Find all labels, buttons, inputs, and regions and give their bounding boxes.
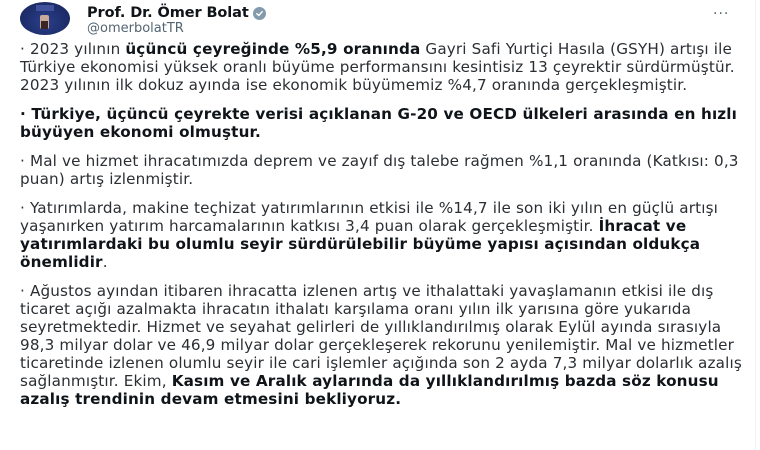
body-text: Gayri Safi Yurtiçi Hasıla (GSYH) artışı ile Türkiye ekonomisi yüksek oranlı büyüme performansını kesintisiz 13 çeyrektir sürdürmüştür. 2023 yılının ilk dokuz ayında ise ekonomik büyümemiz %4,7 oranında gerçekleşmiştir.	[20, 40, 735, 94]
emphasized-text: Kasım ve Aralık aylarında da yıllıklandırılmış bazda söz konusu azalış trendinin devam etmesini bekliyoruz.	[20, 372, 719, 408]
author-name-row	[87, 5, 266, 21]
post-paragraph	[20, 152, 745, 188]
avatar-background-detail	[36, 5, 54, 11]
more-horizontal-icon[interactable]: ···	[713, 6, 730, 22]
verified-badge-icon[interactable]	[253, 7, 266, 20]
body-text: · Mal ve hizmet ihracatımızda deprem ve zayıf dış talebe rağmen %1,1 oranında (Katkısı: 0,3 puan) artış izlenmiştir.	[20, 152, 739, 188]
avatar[interactable]	[20, 2, 70, 35]
body-text: .	[102, 253, 108, 271]
post-paragraph	[20, 40, 745, 94]
post-paragraph	[20, 199, 745, 271]
emphasized-text: İhracat ve yatırımlardaki bu olumlu seyir sürdürülebilir büyüme yapısı açısından oldukça önemlidir	[20, 217, 701, 271]
author-handle[interactable]: @omerbolatTR	[87, 21, 184, 36]
author-name[interactable]: Prof. Dr. Ömer Bolat	[87, 5, 249, 21]
post-body	[20, 40, 745, 408]
emphasized-text: üçüncü çeyreğinde %5,9 oranında	[125, 40, 421, 58]
post-paragraph	[20, 282, 745, 408]
timeline-border	[755, 0, 756, 450]
post-header	[0, 0, 760, 38]
body-text: · Ağustos ayından itibaren ihracatta izlenen artış ve ithalattaki yavaşlamanın etkisi ile dış ticaret açığı azalmakta ihracatın ithalatı karşılama oranı yılın ilk yarısına göre yukarıda seyretmektedir. Hizmet ve seyahat gelirleri de yıllıklandırılmış olarak Eylül ayında sırasıyla 98,3 milyar dolar ve 46,9 milyar dolar gerçekleşerek rekorunu yenilemiştir. Mal ve hizmetler ticaretinde izlenen olumlu seyir ile cari işlemler açığında son 2 ayda 7,3 milyar dolarlık azalış sağlanmıştır. Ekim,	[20, 282, 742, 390]
post-paragraph	[20, 105, 745, 141]
body-text: · 2023 yılının	[20, 40, 126, 58]
emphasized-text: · Türkiye, üçüncü çeyrekte verisi açıklanan G-20 ve OECD ülkeleri arasında en hızlı büyüyen ekonomi olmuştur.	[20, 105, 737, 141]
body-text: · Yatırımlarda, makine teçhizat yatırımlarının etkisi ile %14,7 ile son iki yılın en güçlü artışı yaşanırken yatırım harcamalarının katkısı 3,4 puan olarak gerçekleşmiştir.	[20, 199, 719, 235]
avatar-figure	[40, 15, 49, 29]
